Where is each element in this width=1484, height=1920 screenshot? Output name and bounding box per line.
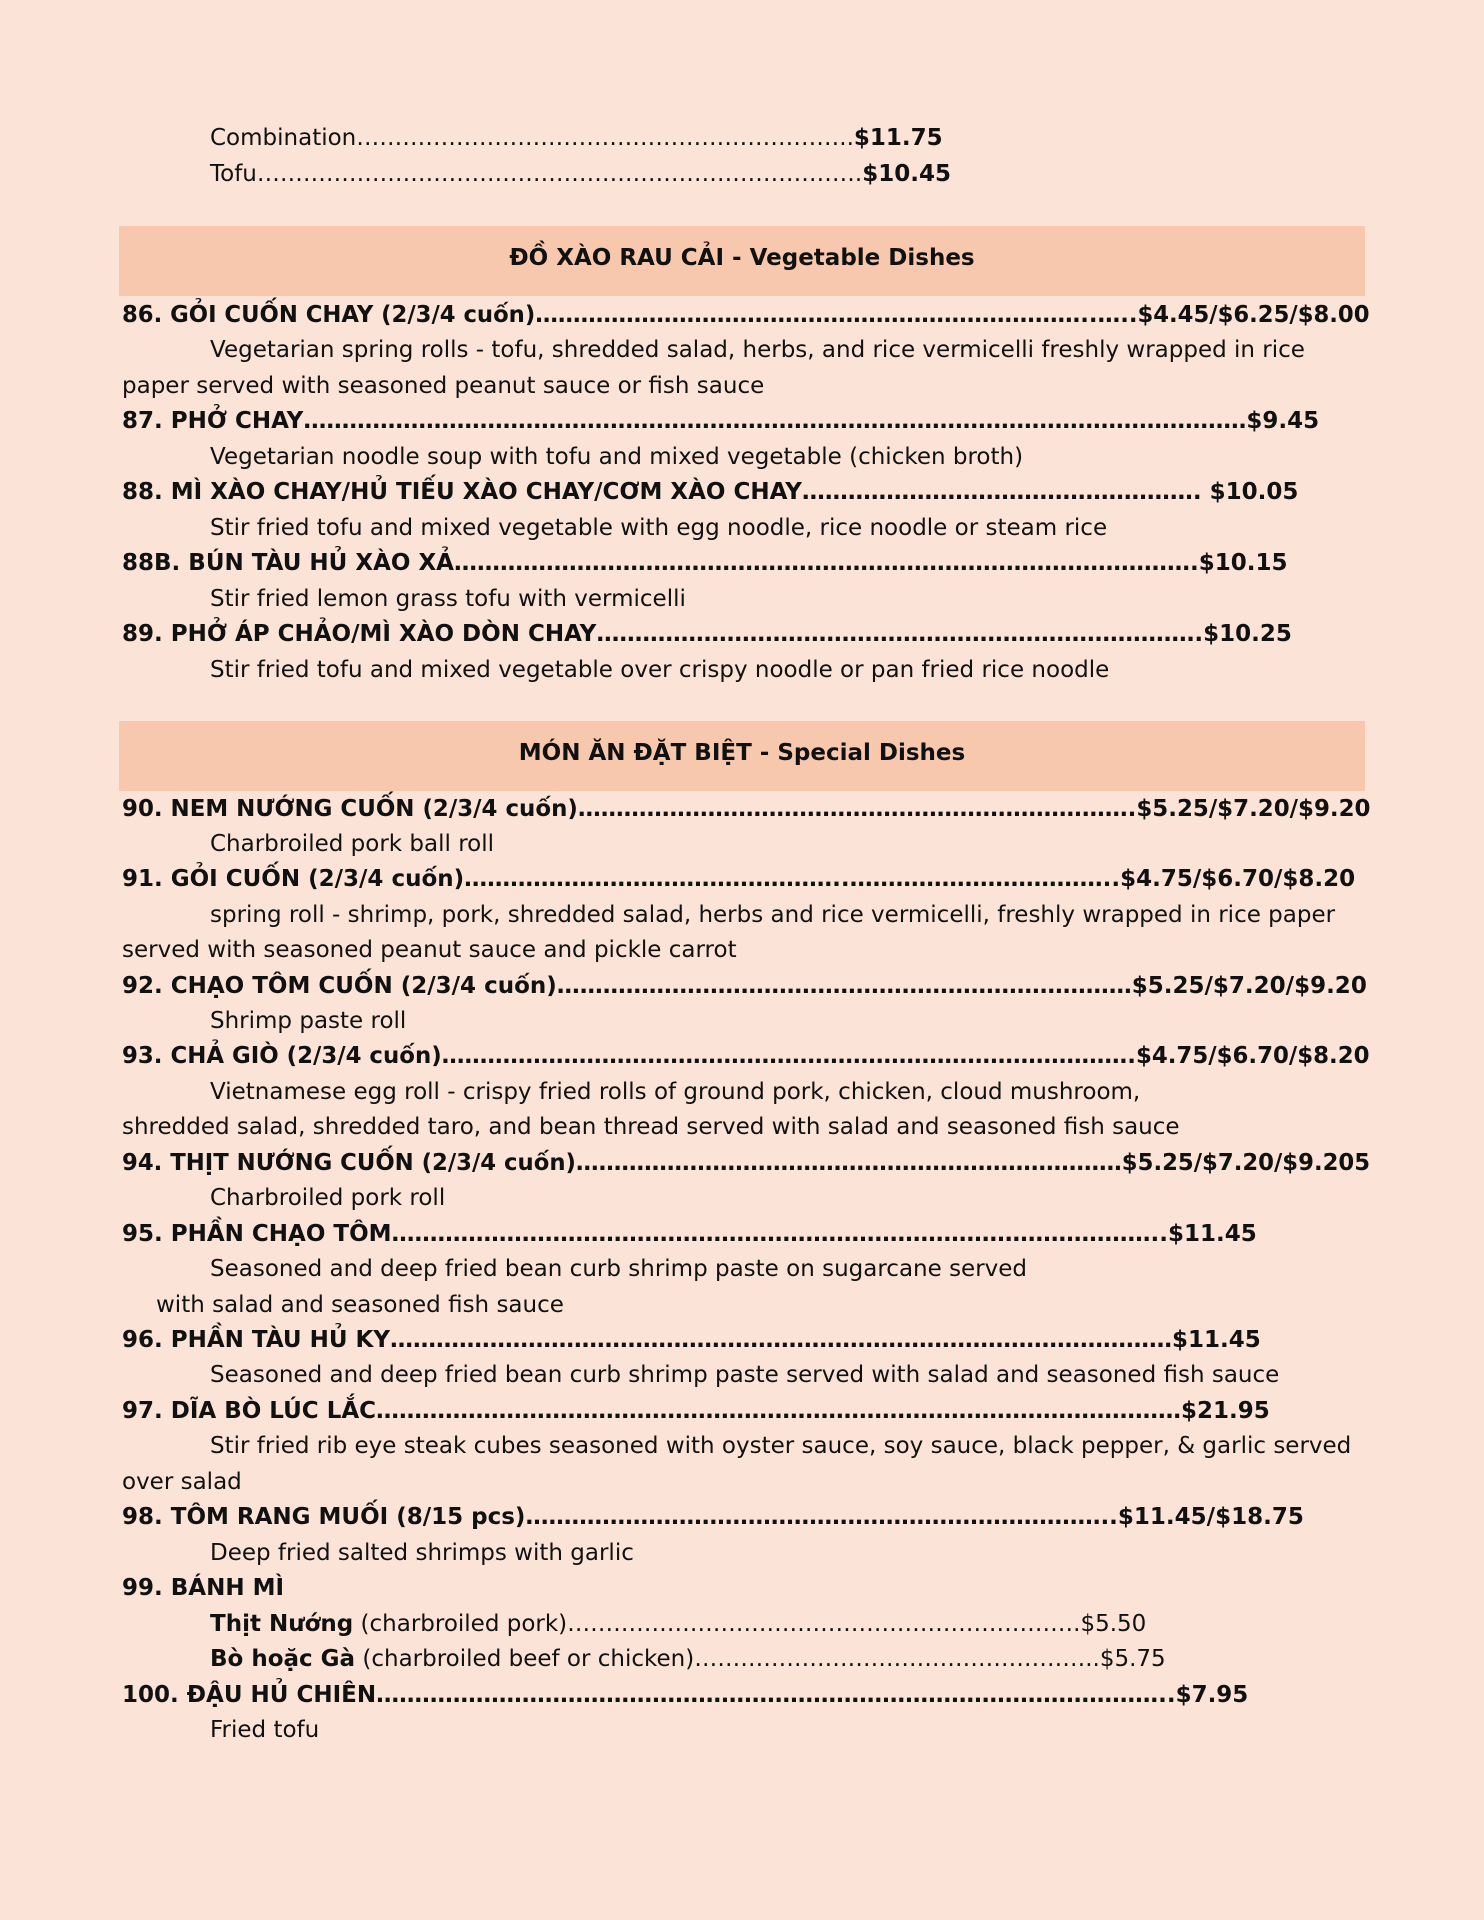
menu-item-88: 88. MÌ XÀO CHAY/HỦ TIẾU XÀO CHAY/CƠM XÀO CHAY……………………………………………. $10.05 <box>122 479 1299 505</box>
item-description: spring roll - shrimp, pork, shredded salad, herbs and rice vermicelli, freshly wrapped in rice paper <box>210 902 1336 928</box>
menu-item-88b: 88B. BÚN TÀU HỦ XÀO XẢ…………………………………………………………………………………….$10.15 <box>122 550 1288 576</box>
item-description: Stir fried lemon grass tofu with vermicelli <box>210 586 686 612</box>
item-description: Fried tofu <box>210 1717 320 1743</box>
item-description: Charbroiled pork roll <box>210 1185 446 1211</box>
menu-item-87: 87. PHỞ CHAY……………………………………………………………………………………………………………$9.45 <box>122 408 1320 434</box>
menu-item-91: 91. GỎI CUỐN (2/3/4 cuốn)…………………………………………..……………………………..$4.75/$6.70/$8.20 <box>122 866 1356 892</box>
item-description: Vietnamese egg roll - crispy fried rolls of ground pork, chicken, cloud mushroom, <box>210 1079 1141 1105</box>
menu-item-89: 89. PHỞ ÁP CHẢO/MÌ XÀO DÒN CHAY…………………………………………………………………….$10.25 <box>122 621 1292 647</box>
item-description: Stir fried tofu and mixed vegetable over crispy noodle or pan fried rice noodle <box>210 657 1110 683</box>
item-description: Vegetarian spring rolls - tofu, shredded salad, herbs, and rice vermicelli freshly wrapped in rice <box>210 337 1305 363</box>
section-banner-special <box>119 721 1365 791</box>
menu-item-99: 99. BÁNH MÌ <box>122 1575 285 1601</box>
section-title: MÓN ĂN ĐẶT BIỆT - Special Dishes <box>518 740 966 766</box>
menu-item-94: 94. THỊT NƯỚNG CUỐN (2/3/4 cuốn)………………………………………………………………$5.25/$7.20/$9.205 <box>122 1150 1371 1176</box>
item-description: Seasoned and deep fried bean curb shrimp paste served with salad and seasoned fish sauce <box>210 1362 1280 1388</box>
menu-item-97: 97. DĨA BÒ LÚC LẮC……………………………………………………………………………………………$21.95 <box>122 1398 1270 1424</box>
item-description: Seasoned and deep fried bean curb shrimp paste on sugarcane served <box>210 1256 1028 1282</box>
item-description: over salad <box>122 1469 242 1495</box>
banh-mi-option-bo-ga <box>210 1644 1166 1674</box>
option-detail: (charbroiled beef or chicken)……………………………………………..$5.75 <box>355 1646 1166 1672</box>
section-title: ĐỒ XÀO RAU CẢI - Vegetable Dishes <box>509 245 975 271</box>
menu-item-95: 95. PHẦN CHẠO TÔM………………………………………………………………………………………..$11.45 <box>122 1221 1257 1247</box>
menu-item-96: 96. PHẦN TÀU HỦ KY…………………………………………………………………………………………$11.45 <box>122 1327 1261 1353</box>
item-description: Vegetarian noodle soup with tofu and mixed vegetable (chicken broth) <box>210 444 1024 470</box>
item-description: Charbroiled pork ball roll <box>210 831 494 857</box>
menu-item-100: 100. ĐẬU HỦ CHIÊN…………………………………………………………………………………………..$7.95 <box>122 1682 1249 1708</box>
item-description: Deep fried salted shrimps with garlic <box>210 1540 634 1566</box>
item-name: Combination……………………………………………………….. <box>210 125 854 151</box>
option-name: Thịt Nướng <box>210 1611 354 1637</box>
option-name: Bò hoặc Gà <box>210 1646 356 1672</box>
option-detail: (charbroiled pork)………………………………………………………….$5.50 <box>353 1611 1147 1637</box>
item-description: served with seasoned peanut sauce and pickle carrot <box>122 937 737 963</box>
item-description: Stir fried tofu and mixed vegetable with egg noodle, rice noodle or steam rice <box>210 515 1108 541</box>
section-banner-vegetable <box>119 226 1365 296</box>
item-description: with salad and seasoned fish sauce <box>156 1292 564 1318</box>
item-price: $10.45 <box>862 161 951 187</box>
menu-item-93: 93. CHẢ GIÒ (2/3/4 cuốn)……………………………………………………………………………….$4.75/$6.70/$8.20 <box>122 1043 1370 1069</box>
banh-mi-option-thit-nuong <box>210 1609 1146 1639</box>
menu-item-98: 98. TÔM RANG MUỐI (8/15 pcs)…………………………………………………………………..$11.45/$18.75 <box>122 1504 1304 1530</box>
item-price: $11.75 <box>853 125 943 151</box>
menu-item-92: 92. CHẠO TÔM CUỐN (2/3/4 cuốn)…………………………………………………………………$5.25/$7.20/$9.20 <box>122 973 1367 999</box>
item-description: paper served with seasoned peanut sauce or fish sauce <box>122 373 765 399</box>
menu-item-tofu <box>210 159 951 189</box>
item-name: Tofu……………………………………………………………………. <box>210 161 863 187</box>
menu-item-86: 86. GỎI CUỐN CHAY (2/3/4 cuốn)………………………………………………………………..…..$4.45/$6.25/$8.00 <box>122 302 1370 328</box>
item-description: shredded salad, shredded taro, and bean thread served with salad and seasoned fish sauce <box>122 1114 1180 1140</box>
menu-item-combination <box>210 123 943 153</box>
item-description: Shrimp paste roll <box>210 1008 407 1034</box>
menu-item-90: 90. NEM NƯỚNG CUỐN (2/3/4 cuốn)……………………………………………………………….$5.25/$7.20/$9.20 <box>122 796 1371 822</box>
item-description: Stir fried rib eye steak cubes seasoned with oyster sauce, soy sauce, black pepper, & garlic served <box>210 1433 1352 1459</box>
